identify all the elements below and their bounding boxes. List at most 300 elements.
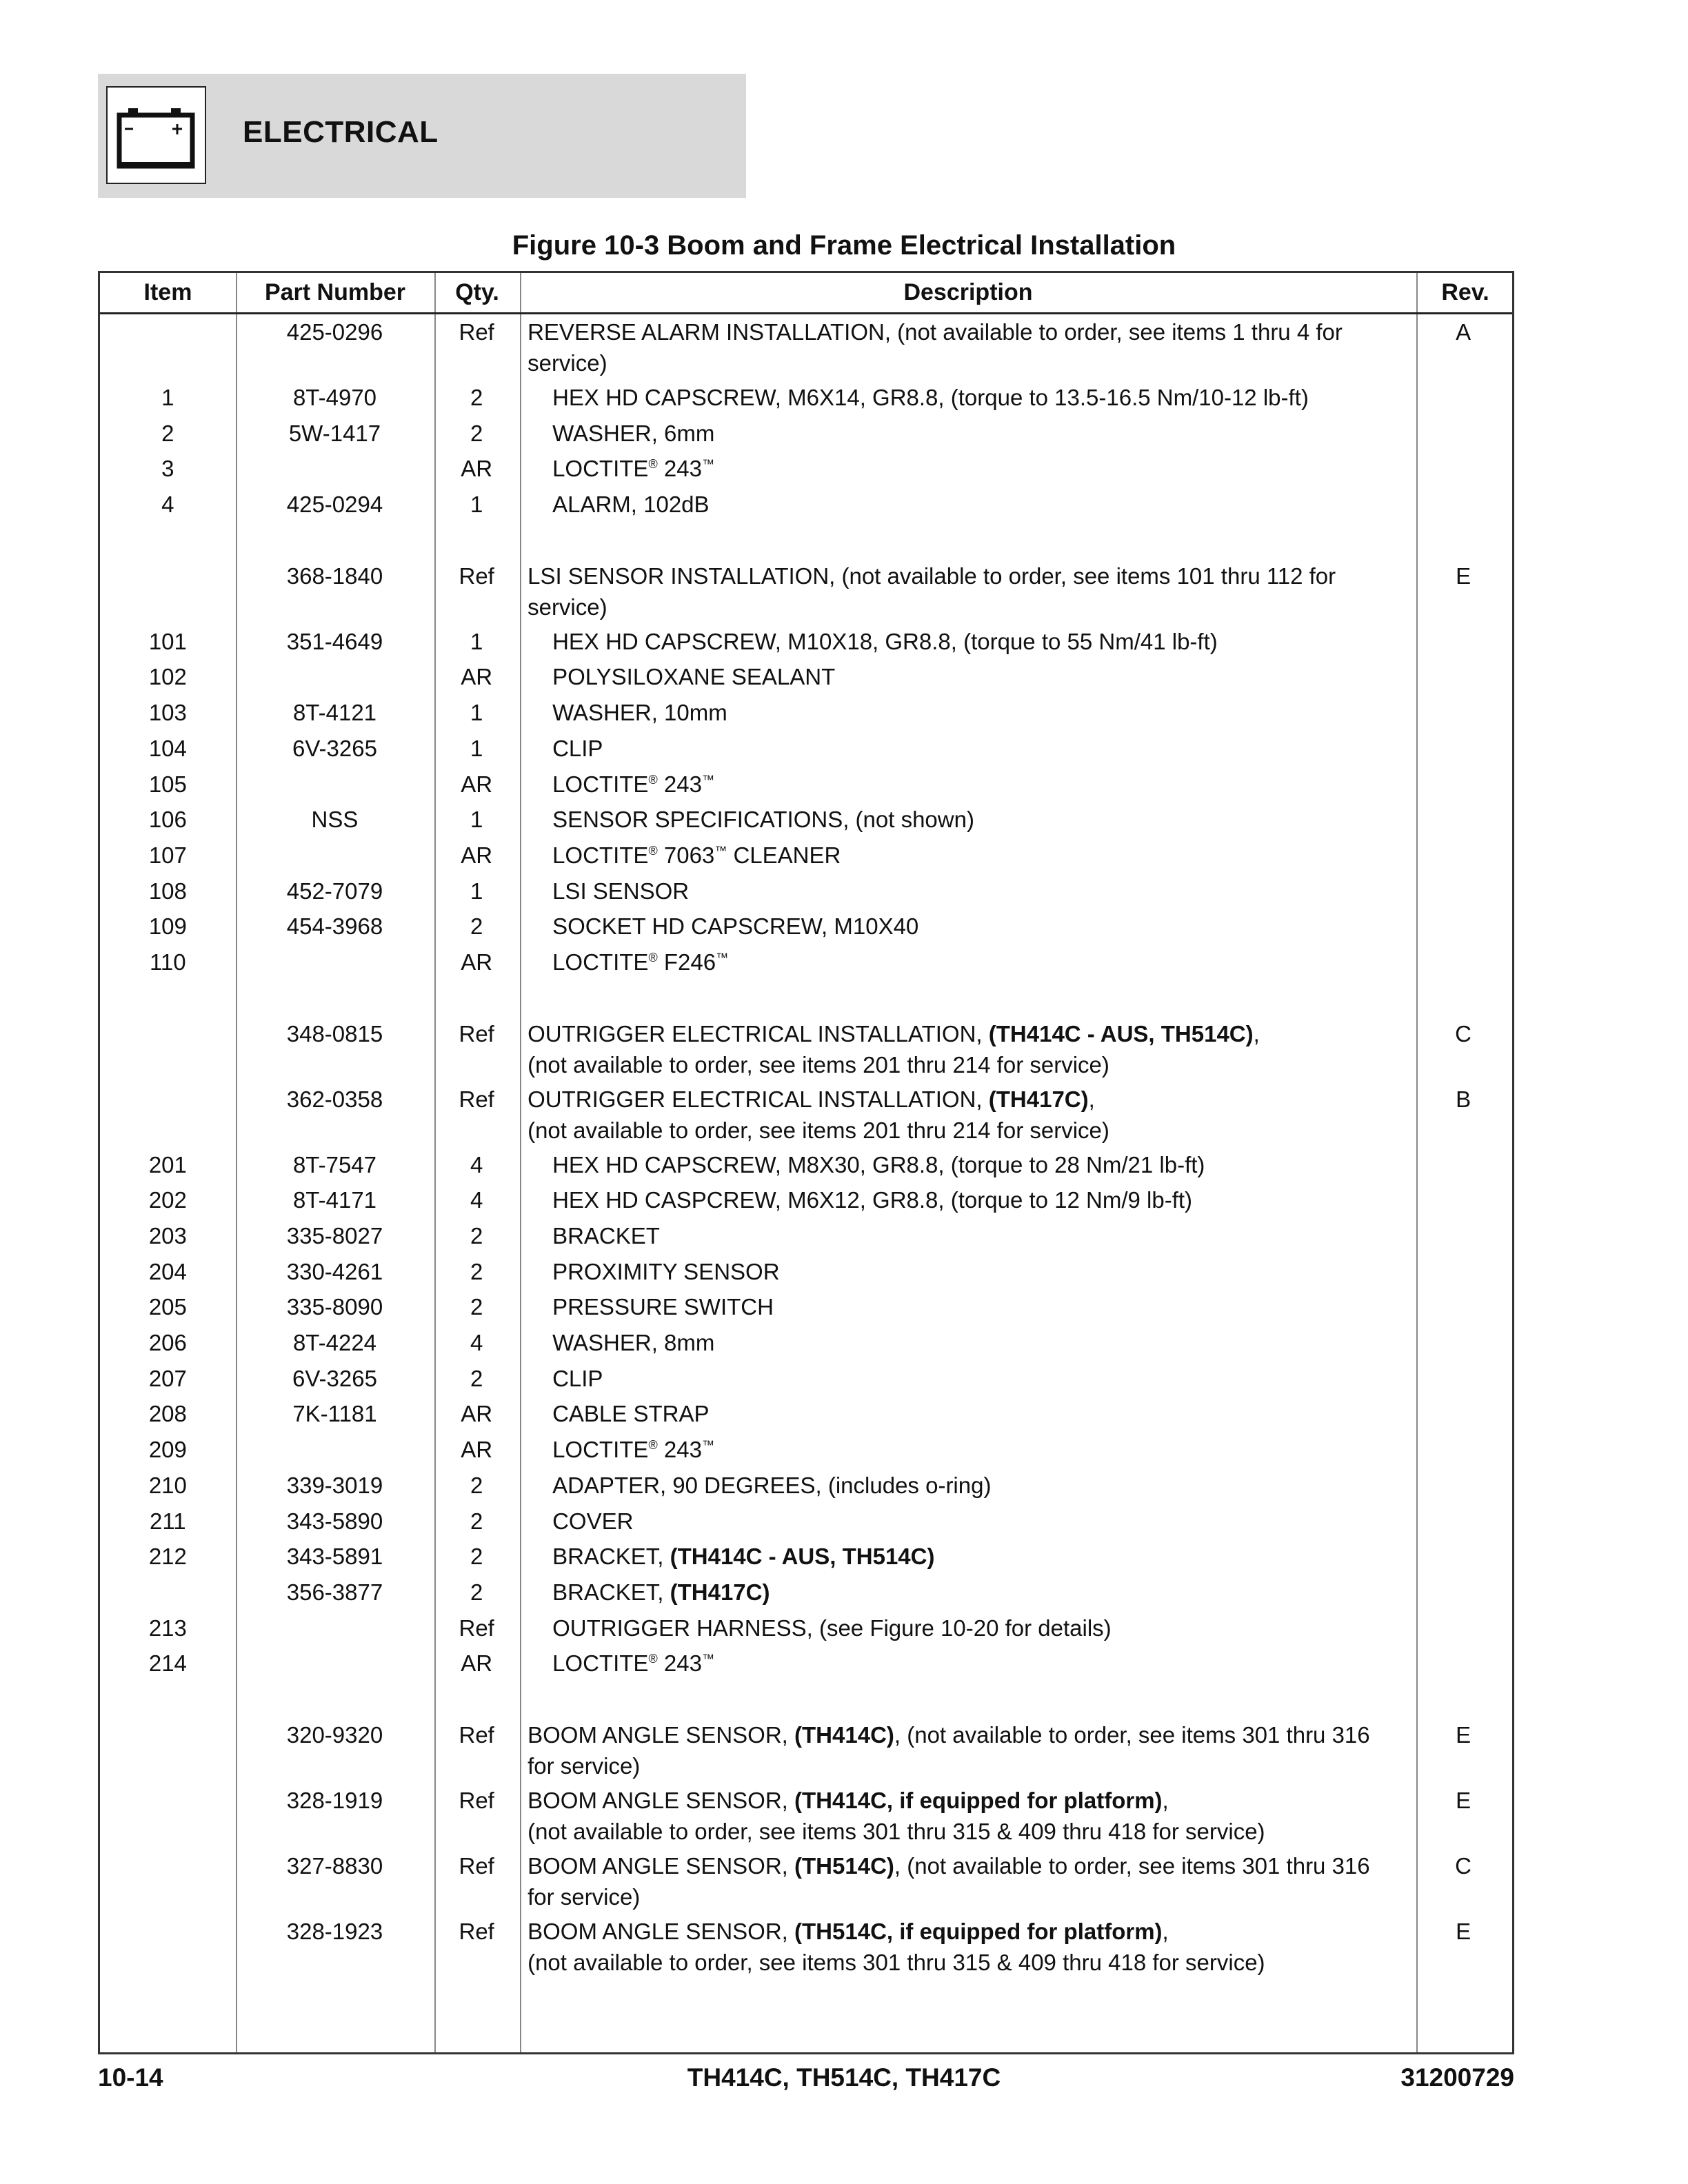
rev-cell: [1414, 1468, 1512, 1504]
table-row: [100, 624, 1512, 660]
description-cell: [519, 1254, 1414, 1290]
description-cell: [519, 1016, 1414, 1082]
item-cell: 4: [161, 492, 174, 518]
description-text: COVER: [552, 1508, 634, 1534]
model-applicability: (TH417C): [670, 1579, 770, 1605]
part-number-cell: 348-0815: [286, 1020, 383, 1046]
item-cell: 103: [148, 700, 187, 726]
table-row: [100, 767, 1512, 802]
item-cell: 101: [148, 628, 187, 654]
qty-cell: 1: [470, 700, 483, 726]
rev-cell: C: [1455, 1852, 1472, 1879]
description-text: WASHER, 8mm: [552, 1330, 715, 1356]
table-row: [100, 1396, 1512, 1432]
qty-cell: 2: [470, 420, 483, 446]
item-cell: [100, 1575, 236, 1610]
table-row: [100, 1182, 1512, 1218]
rev-cell: [1414, 1432, 1512, 1468]
part-number-cell: 328-1923: [286, 1918, 383, 1944]
rev-cell: [1414, 659, 1512, 695]
qty-cell: AR: [461, 1437, 493, 1463]
description-text: PRESSURE SWITCH: [552, 1294, 774, 1320]
part-number-cell: 5W-1417: [288, 420, 381, 446]
description-text: 7063: [657, 842, 715, 868]
rev-cell: [1414, 1361, 1512, 1397]
qty-cell: AR: [461, 949, 493, 975]
part-number-cell: 328-1919: [286, 1787, 383, 1813]
rev-cell: [1414, 944, 1512, 980]
qty-cell: 1: [470, 878, 483, 904]
item-cell: 2: [161, 420, 174, 446]
part-number-cell: 343-5891: [286, 1544, 383, 1570]
description-cell: [519, 1218, 1414, 1254]
item-cell: 208: [148, 1401, 187, 1427]
part-number-cell: 320-9320: [286, 1721, 383, 1748]
rev-cell: [1414, 1610, 1512, 1646]
item-cell: [100, 1783, 236, 1848]
part-number-cell: NSS: [311, 807, 359, 833]
group-spacer: [100, 980, 1512, 1016]
part-number-cell: 452-7079: [286, 878, 383, 904]
item-cell: [100, 1082, 236, 1147]
part-number-cell: 8T-7547: [292, 1151, 377, 1177]
description-cell: [519, 1082, 1414, 1147]
description-text: POLYSILOXANE SEALANT: [552, 664, 836, 690]
part-number-cell: 454-3968: [286, 913, 383, 940]
qty-cell: 2: [470, 1544, 483, 1570]
description-text: 243: [657, 1437, 702, 1463]
model-applicability: (TH414C - AUS, TH514C): [670, 1544, 935, 1570]
rev-cell: [1414, 1289, 1512, 1325]
item-cell: [100, 1717, 236, 1783]
trademark-mark: ®: [648, 843, 658, 858]
description-text: ,: [1162, 1787, 1169, 1813]
qty-cell: AR: [461, 771, 493, 797]
item-cell: 203: [148, 1223, 187, 1248]
description-cell: [519, 659, 1414, 695]
description-cell: [519, 314, 1414, 380]
description-text: REVERSE ALARM INSTALLATION, (not available to order, see items 1 thru 4 for service): [528, 319, 1343, 376]
table-row: [100, 1575, 1512, 1610]
item-cell: 3: [161, 456, 174, 482]
rev-cell: [1414, 416, 1512, 452]
description-text: LOCTITE: [552, 1650, 649, 1677]
part-number-cell: 6V-3265: [292, 1365, 377, 1391]
table-row: [100, 1254, 1512, 1290]
qty-cell: Ref: [459, 1918, 494, 1944]
description-text: WASHER, 10mm: [552, 700, 727, 726]
description-text: HEX HD CASPCREW, M6X12, GR8.8, (torque to 12 Nm/9 lb-ft): [552, 1187, 1193, 1213]
description-text: BOOM ANGLE SENSOR,: [528, 1721, 795, 1748]
item-cell: 201: [148, 1151, 187, 1177]
part-number-cell: [236, 1432, 434, 1468]
table-row: [100, 731, 1512, 767]
rev-cell: E: [1456, 1918, 1471, 1944]
rev-cell: [1414, 1504, 1512, 1539]
table-row: [100, 451, 1512, 487]
rev-cell: C: [1455, 1020, 1472, 1046]
part-number-cell: 7K-1181: [292, 1401, 377, 1427]
description-text: HEX HD CAPSCREW, M6X14, GR8.8, (torque to 13.5-16.5 Nm/10-12 lb-ft): [552, 385, 1309, 410]
rev-cell: [1414, 909, 1512, 944]
table-row: [100, 1468, 1512, 1504]
rev-cell: [1414, 1147, 1512, 1183]
qty-cell: 1: [470, 492, 483, 518]
description-text: , (not available to order, see items 301 thru 316 for service): [528, 1721, 1370, 1779]
description-text: HEX HD CAPSCREW, M10X18, GR8.8, (torque to 55 Nm/41 lb-ft): [552, 628, 1218, 654]
table-row: [100, 1504, 1512, 1539]
description-cell: [519, 695, 1414, 731]
description-text: BOOM ANGLE SENSOR,: [528, 1787, 795, 1813]
qty-cell: 4: [470, 1151, 483, 1177]
qty-cell: 1: [470, 807, 483, 833]
description-cell: [519, 1717, 1414, 1783]
description-text: HEX HD CAPSCREW, M8X30, GR8.8, (torque to 28 Nm/21 lb-ft): [552, 1151, 1205, 1177]
table-row: [100, 838, 1512, 873]
trademark-mark: ™: [701, 1652, 714, 1666]
description-text: LOCTITE: [552, 1437, 649, 1463]
rev-cell: [1414, 1325, 1512, 1361]
figure-caption: Figure 10-3 Boom and Frame Electrical Installation: [512, 230, 1176, 261]
description-cell: [519, 1396, 1414, 1432]
description-text: CLIP: [552, 1365, 603, 1391]
part-number-cell: 343-5890: [286, 1508, 383, 1534]
qty-cell: AR: [461, 1401, 493, 1427]
description-cell: [519, 767, 1414, 802]
part-number-cell: 8T-4224: [292, 1330, 377, 1356]
qty-cell: 2: [470, 1223, 483, 1248]
part-number-cell: 368-1840: [286, 563, 383, 589]
table-row: [100, 695, 1512, 731]
qty-cell: 1: [470, 735, 483, 761]
battery-icon: [106, 86, 206, 184]
table-row: [100, 1914, 1512, 1979]
part-number-cell: 362-0358: [286, 1086, 383, 1112]
item-cell: 202: [148, 1187, 187, 1213]
qty-cell: 2: [470, 1365, 483, 1391]
rev-cell: B: [1456, 1086, 1471, 1112]
description-cell: [519, 487, 1414, 523]
model-applicability: (TH514C): [794, 1852, 894, 1879]
qty-cell: Ref: [459, 563, 494, 589]
qty-cell: 2: [470, 1508, 483, 1534]
description-cell: [519, 451, 1414, 487]
description-cell: [519, 1361, 1414, 1397]
part-number-cell: 356-3877: [286, 1579, 383, 1605]
trademark-mark: ®: [648, 457, 658, 472]
description-text: LSI SENSOR: [552, 878, 690, 904]
description-cell: [519, 1848, 1414, 1914]
rev-cell: [1414, 1646, 1512, 1681]
qty-cell: AR: [461, 456, 493, 482]
description-text: CABLE STRAP: [552, 1401, 710, 1427]
description-text: (not available to order, see items 201 thru 214 for service): [528, 1051, 1109, 1078]
table-row: [100, 802, 1512, 838]
table-row: [100, 1539, 1512, 1575]
trademark-mark: ®: [648, 1438, 658, 1453]
part-number-cell: 425-0294: [286, 492, 383, 518]
table-row: [100, 1082, 1512, 1147]
part-number-cell: [236, 838, 434, 873]
rev-cell: [1414, 731, 1512, 767]
rev-cell: [1414, 487, 1512, 523]
rev-cell: [1414, 767, 1512, 802]
description-text: (not available to order, see items 301 thru 315 & 409 thru 418 for service): [528, 1818, 1265, 1844]
qty-cell: AR: [461, 1650, 493, 1677]
rev-cell: [1414, 695, 1512, 731]
item-cell: [100, 1914, 236, 1979]
qty-cell: 2: [470, 385, 483, 410]
description-text: BRACKET,: [552, 1544, 670, 1570]
item-cell: 109: [148, 913, 187, 940]
description-text: SOCKET HD CAPSCREW, M10X40: [552, 913, 919, 940]
description-text: LOCTITE: [552, 949, 649, 975]
trademark-mark: ™: [716, 950, 729, 964]
table-row: [100, 314, 1512, 380]
qty-cell: Ref: [459, 1787, 494, 1813]
trademark-mark: ®: [648, 950, 658, 964]
item-cell: 211: [150, 1508, 186, 1534]
model-applicability: (TH514C, if equipped for platform): [794, 1918, 1163, 1944]
item-cell: [100, 314, 236, 380]
part-number-cell: 8T-4171: [292, 1187, 377, 1213]
description-text: OUTRIGGER HARNESS, (see Figure 10-20 for details): [552, 1615, 1112, 1641]
item-cell: 107: [148, 842, 187, 868]
table-row: [100, 1147, 1512, 1183]
part-number-cell: 339-3019: [286, 1472, 383, 1498]
description-text: ,: [1253, 1020, 1260, 1046]
item-cell: 104: [148, 735, 187, 761]
description-text: 243: [657, 771, 702, 797]
qty-cell: 2: [470, 1472, 483, 1498]
item-cell: 209: [148, 1437, 187, 1463]
header-item: Item: [143, 279, 192, 305]
description-cell: [519, 909, 1414, 944]
table-row: [100, 1289, 1512, 1325]
part-number-cell: 327-8830: [286, 1852, 383, 1879]
description-cell: [519, 558, 1414, 624]
table-row: [100, 380, 1512, 416]
rev-cell: [1414, 802, 1512, 838]
qty-cell: 1: [470, 628, 483, 654]
rev-cell: [1414, 1575, 1512, 1610]
description-text: ALARM, 102dB: [552, 492, 710, 518]
qty-cell: Ref: [459, 1615, 494, 1641]
description-cell: [519, 1289, 1414, 1325]
model-applicability: (TH417C): [988, 1086, 1089, 1112]
trademark-mark: ™: [714, 843, 727, 858]
table-row: [100, 1361, 1512, 1397]
item-cell: 213: [148, 1615, 187, 1641]
item-cell: [100, 1848, 236, 1914]
table-row: [100, 873, 1512, 909]
qty-cell: AR: [461, 664, 493, 690]
part-number-cell: 425-0296: [286, 319, 383, 345]
description-text: BOOM ANGLE SENSOR,: [528, 1918, 795, 1944]
item-cell: 106: [148, 807, 187, 833]
rev-cell: [1414, 1218, 1512, 1254]
part-number-cell: [236, 944, 434, 980]
part-number-cell: 335-8027: [286, 1223, 383, 1248]
item-cell: [100, 558, 236, 624]
model-applicability: (TH414C - AUS, TH514C): [988, 1020, 1254, 1046]
table-row: [100, 944, 1512, 980]
qty-cell: 2: [470, 1294, 483, 1320]
table-row: [100, 558, 1512, 624]
trademark-mark: ®: [648, 772, 658, 787]
table-row: [100, 416, 1512, 452]
rev-cell: [1414, 1396, 1512, 1432]
description-text: LOCTITE: [552, 771, 649, 797]
description-cell: [519, 944, 1414, 980]
part-number-cell: [236, 1610, 434, 1646]
item-cell: 214: [148, 1650, 187, 1677]
item-cell: 205: [148, 1294, 187, 1320]
table-row: [100, 1646, 1512, 1681]
page-number: 10-14: [98, 2063, 163, 2092]
description-cell: [519, 380, 1414, 416]
description-text: BOOM ANGLE SENSOR,: [528, 1852, 795, 1879]
section-title: ELECTRICAL: [243, 115, 439, 149]
description-cell: [519, 1432, 1414, 1468]
item-cell: 212: [148, 1544, 187, 1570]
qty-cell: Ref: [459, 1086, 494, 1112]
qty-cell: 2: [470, 1258, 483, 1284]
part-number-cell: 6V-3265: [292, 735, 377, 761]
rev-cell: E: [1456, 1721, 1471, 1748]
description-text: SENSOR SPECIFICATIONS, (not shown): [552, 807, 974, 833]
part-number-cell: [236, 451, 434, 487]
table-row: [100, 1848, 1512, 1914]
doc-number: 31200729: [1400, 2063, 1514, 2092]
description-text: 243: [657, 456, 702, 482]
part-number-cell: 8T-4121: [292, 700, 377, 726]
description-text: BRACKET,: [552, 1579, 670, 1605]
description-cell: [519, 873, 1414, 909]
qty-cell: AR: [461, 842, 493, 868]
table-row: [100, 1325, 1512, 1361]
table-row: [100, 1432, 1512, 1468]
table-row: [100, 659, 1512, 695]
description-text: OUTRIGGER ELECTRICAL INSTALLATION,: [528, 1086, 989, 1112]
description-text: F246: [657, 949, 716, 975]
trademark-mark: ™: [701, 1438, 714, 1453]
description-cell: [519, 416, 1414, 452]
description-text: , (not available to order, see items 301 thru 316 for service): [528, 1852, 1370, 1910]
rev-cell: E: [1456, 563, 1471, 589]
item-cell: 110: [150, 949, 186, 975]
rev-cell: [1414, 380, 1512, 416]
description-cell: [519, 624, 1414, 660]
qty-cell: 4: [470, 1187, 483, 1213]
table-row: [100, 487, 1512, 523]
description-cell: [519, 1182, 1414, 1218]
item-cell: [100, 1016, 236, 1082]
section-banner: [98, 74, 746, 198]
rev-cell: [1414, 624, 1512, 660]
model-applicability: (TH414C, if equipped for platform): [794, 1787, 1163, 1813]
description-cell: [519, 1914, 1414, 1979]
table-row: [100, 1717, 1512, 1783]
qty-cell: 2: [470, 913, 483, 940]
part-number-cell: 351-4649: [286, 628, 383, 654]
rev-cell: [1414, 1182, 1512, 1218]
qty-cell: Ref: [459, 1852, 494, 1879]
description-text: (not available to order, see items 301 thru 315 & 409 thru 418 for service): [528, 1949, 1265, 1975]
group-spacer: [100, 1681, 1512, 1717]
description-text: PROXIMITY SENSOR: [552, 1258, 780, 1284]
rev-cell: A: [1456, 319, 1471, 345]
header-rev: Rev.: [1441, 279, 1489, 305]
description-text: LSI SENSOR INSTALLATION, (not available to order, see items 101 thru 112 for service): [528, 563, 1336, 620]
part-number-cell: [236, 659, 434, 695]
rev-cell: [1414, 1254, 1512, 1290]
header-qty: Qty.: [455, 279, 499, 305]
description-text: ADAPTER, 90 DEGREES, (includes o-ring): [552, 1472, 992, 1498]
part-number-cell: [236, 1646, 434, 1681]
trademark-mark: ™: [701, 457, 714, 472]
item-cell: 210: [148, 1472, 187, 1498]
description-text: CLIP: [552, 735, 603, 761]
description-cell: [519, 1504, 1414, 1539]
parts-table: [98, 271, 1514, 2054]
description-text: (not available to order, see items 201 thru 214 for service): [528, 1117, 1109, 1143]
rev-cell: [1414, 873, 1512, 909]
description-cell: [519, 838, 1414, 873]
description-cell: [519, 1783, 1414, 1848]
description-text: ,: [1162, 1918, 1169, 1944]
qty-cell: 2: [470, 1579, 483, 1605]
part-number-cell: [236, 767, 434, 802]
table-row: [100, 909, 1512, 944]
rev-cell: [1414, 1539, 1512, 1575]
item-cell: 1: [161, 385, 174, 410]
trademark-mark: ™: [701, 772, 714, 787]
part-number-cell: 330-4261: [286, 1258, 383, 1284]
trademark-mark: ®: [648, 1652, 658, 1666]
table-body: [100, 314, 1512, 1979]
description-text: LOCTITE: [552, 842, 649, 868]
header-description: Description: [903, 279, 1033, 305]
qty-cell: 4: [470, 1330, 483, 1356]
description-cell: [519, 1575, 1414, 1610]
rev-cell: [1414, 451, 1512, 487]
description-text: CLEANER: [727, 842, 841, 868]
table-header: [100, 273, 1512, 314]
table-row: [100, 1218, 1512, 1254]
header-part-number: Part Number: [264, 279, 406, 305]
item-cell: 102: [148, 664, 187, 690]
rev-cell: [1414, 838, 1512, 873]
table-row: [100, 1783, 1512, 1848]
qty-cell: Ref: [459, 319, 494, 345]
description-cell: [519, 1610, 1414, 1646]
description-text: BRACKET: [552, 1223, 660, 1248]
description-cell: [519, 1539, 1414, 1575]
item-cell: 206: [148, 1330, 187, 1356]
description-text: OUTRIGGER ELECTRICAL INSTALLATION,: [528, 1020, 989, 1046]
qty-cell: Ref: [459, 1721, 494, 1748]
model-applicability: (TH414C): [794, 1721, 894, 1748]
description-cell: [519, 802, 1414, 838]
part-number-cell: 8T-4970: [292, 385, 377, 410]
item-cell: 207: [148, 1365, 187, 1391]
description-text: WASHER, 6mm: [552, 420, 715, 446]
table-row: [100, 1016, 1512, 1082]
description-text: LOCTITE: [552, 456, 649, 482]
qty-cell: Ref: [459, 1020, 494, 1046]
description-text: ,: [1088, 1086, 1095, 1112]
